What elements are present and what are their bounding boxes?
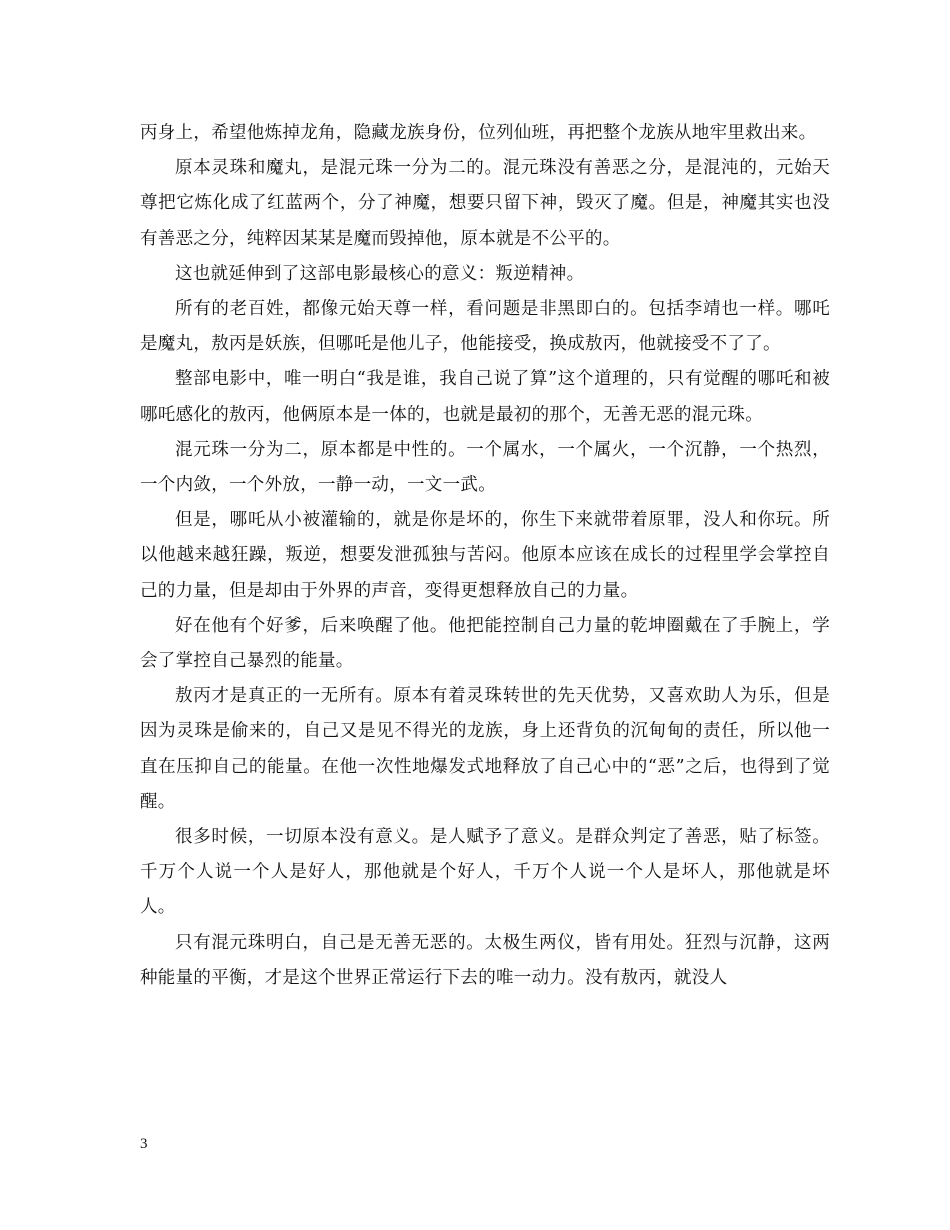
paragraph: 所有的老百姓，都像元始天尊一样，看问题是非黑即白的。包括李靖也一样。哪吒是魔丸，敖丙是妖族，但哪吒是他儿子，他能接受，换成敖丙，他就接受不了了。 xyxy=(140,299,830,355)
paragraph: 混元珠一分为二，原本都是中性的。一个属水，一个属火，一个沉静，一个热烈，一个内敛，一个外放，一静一动，一文一武。 xyxy=(140,439,830,496)
document-body xyxy=(140,116,830,996)
paragraph: 敖丙才是真正的一无所有。原本有着灵珠转世的先天优势，又喜欢助人为乐，但是因为灵珠是偷来的，自己又是见不得光的龙族，身上还背负的沉甸甸的责任，所以他一直在压抑自己的能量。在他一次性地爆发式地释放了自己心中的“恶”之后，也得到了觉醒。 xyxy=(140,686,830,812)
page-number: 3 xyxy=(140,1136,148,1152)
paragraph: 丙身上，希望他炼掉龙角，隐藏龙族身份，位列仙班，再把整个龙族从地牢里救出来。 xyxy=(140,123,817,143)
paragraph: 这也就延伸到了这部电影最核心的意义：叛逆精神。 xyxy=(175,263,585,284)
paragraph: 很多时候，一切原本没有意义。是人赋予了意义。是群众判定了善恶，贴了标签。千万个人说一个人是好人，那他就是个好人，千万个人说一个人是坏人，那他就是坏人。 xyxy=(140,827,830,918)
paragraph: 好在他有个好爹，后来唤醒了他。他把能控制自己力量的乾坤圈戴在了手腕上，学会了掌控自己暴烈的能量。 xyxy=(140,615,830,672)
paragraph: 只有混元珠明白，自己是无善无恶的。太极生两仪，皆有用处。狂烈与沉静，这两种能量的平衡，才是这个世界正常运行下去的唯一动力。没有敖丙，就没人 xyxy=(140,932,830,988)
paragraph: 原本灵珠和魔丸，是混元珠一分为二的。混元珠没有善恶之分，是混沌的，元始天尊把它炼化成了红蓝两个，分了神魔，想要只留下神，毁灭了魔。但是，神魔其实也没有善恶之分，纯粹因某某是魔而毁掉他，原本就是不公平的。 xyxy=(140,158,830,249)
paragraph: 但是，哪吒从小被灌输的，就是你是坏的，你生下来就带着原罪，没人和你玩。所以他越来越狂躁，叛逆，想要发泄孤独与苦闷。他原本应该在成长的过程里学会掌控自己的力量，但是却由于外界的声音，变得更想释放自己的力量。 xyxy=(140,510,830,601)
paragraph: 整部电影中，唯一明白“我是谁，我自己说了算”这个道理的，只有觉醒的哪吒和被哪吒感化的敖丙，他俩原本是一体的，也就是最初的那个，无善无恶的混元珠。 xyxy=(140,369,830,425)
